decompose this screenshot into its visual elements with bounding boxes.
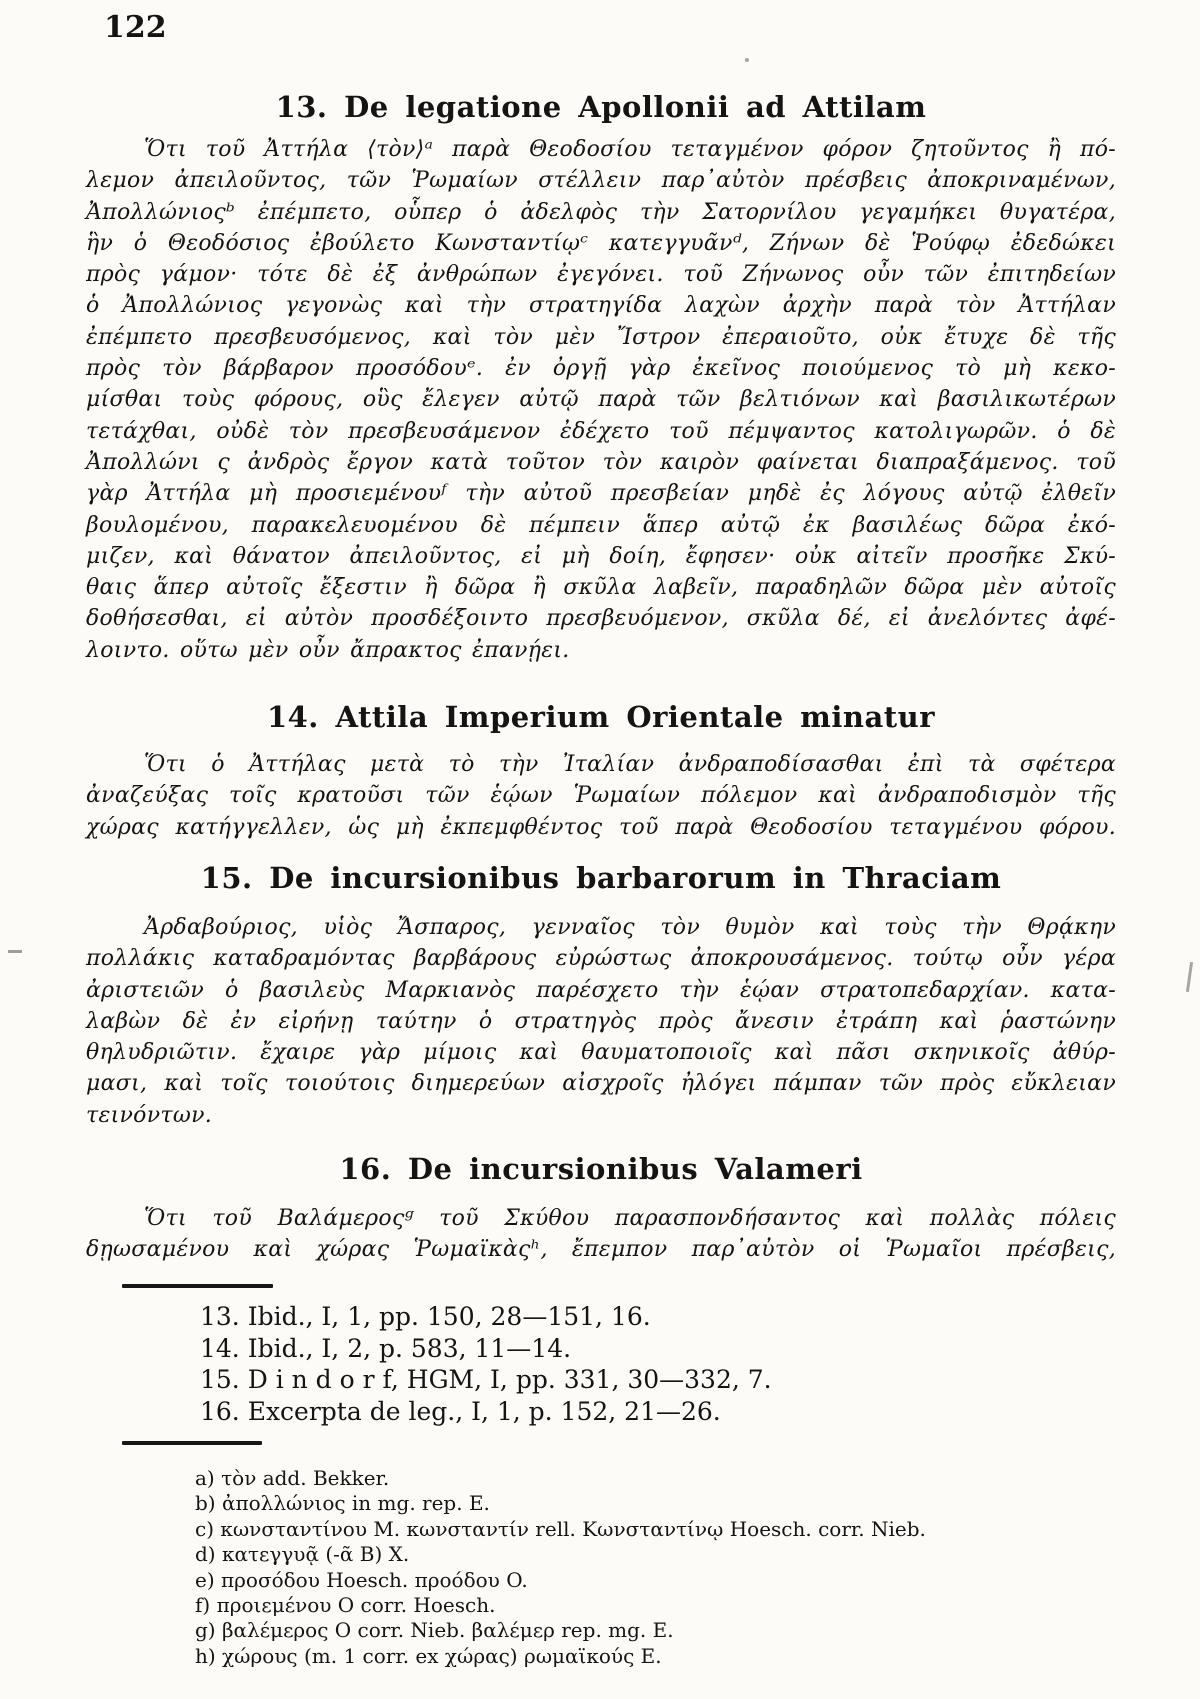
section-heading-14: 14. Attila Imperium Orientale minatur <box>266 700 936 734</box>
greek-text-line: ὁ Ἀπολλώνιος γεγονὼς καὶ τὴν στρατηγίδα λαχὼν ἀρχὴν παρὰ τὸν Ἀττήλαν <box>86 293 1116 319</box>
critical-apparatus-list <box>86 1466 1200 1669</box>
greek-text-line: ἀναζεύξας τοῖς κρατοῦσι τῶν ἑῴων Ῥωμαίων πόλεμον καὶ ἀνδραποδισμὸν τῆς <box>86 783 1116 809</box>
scan-artifact <box>745 58 749 62</box>
apparatus-item: d) κατεγγυᾷ (-ᾶ B) X. <box>195 1542 410 1567</box>
greek-text-line: μίσθαι τοὺς φόρους, οὓς ἔλεγεν αὐτῷ παρὰ τῶν βελτιόνων καὶ βασιλικωτέρων <box>86 387 1116 413</box>
footnote-rule-top <box>122 1284 273 1288</box>
footnote-item: 16. Excerpta de leg., I, 1, p. 152, 21—26. <box>200 1396 721 1426</box>
footnote-rule-bottom <box>122 1441 262 1445</box>
greek-text-line: μιζεν, καὶ θάνατον ἀπειλοῦντος, εἰ μὴ δοίη, ἔφησεν· οὐκ αἰτεῖν προσῆκε Σκύ- <box>86 543 1116 569</box>
greek-text-line: Ἀρδαβούριος, υἱὸς Ἄσπαρος, γενναῖος τὸν θυμὸν καὶ τοὺς τὴν Θρᾴκην <box>144 915 1116 940</box>
apparatus-item: c) κωνσταντίνου M. κωνσταντίν rell. Κωνσταντίνῳ Hoesch. corr. Nieb. <box>195 1516 926 1541</box>
greek-text-line: λοιντο. οὕτω μὲν οὖν ἄπρακτος ἐπανῄει. <box>86 637 570 663</box>
apparatus-item: h) χώρους (m. 1 corr. ex χώρας) ρωμαϊκούς E. <box>195 1643 662 1668</box>
greek-text-line: λαβὼν δὲ ἐν εἰρήνῃ ταύτην ὁ στρατηγὸς πρὸς ἄνεσιν ἐτράπη καὶ ῥαστώνην <box>86 1008 1116 1034</box>
section-heading-15: 15. De incursionibus barbarorum in Thraciam <box>200 861 1002 895</box>
footnote-item: 15. D i n d o r f, HGM, I, pp. 331, 30—332, 7. <box>200 1365 772 1394</box>
footnote-item: 13. Ibid., I, 1, pp. 150, 28—151, 16. <box>200 1302 651 1331</box>
greek-text-line: ἐπέμπετο πρεσβευσόμενος, καὶ τὸν μὲν Ἴστρον ἐπεραιοῦτο, οὐκ ἔτυχε δὲ τῆς <box>86 324 1116 350</box>
greek-text-line: Ἀπολλώνιοςᵇ ἐπέμπετο, οὗπερ ὁ ἀδελφὸς τὴν Σατορνίλου γεγαμήκει θυγατέρα, <box>86 199 1116 225</box>
apparatus-item: a) τὸν add. Bekker. <box>195 1466 390 1490</box>
section-heading-13: 13. De legatione Apollonii ad Attilam <box>275 90 927 124</box>
footnote-item: 14. Ibid., I, 2, p. 583, 11—14. <box>200 1333 572 1363</box>
apparatus-item: g) βαλέμερος O corr. Nieb. βαλέμερ rep. mg. E. <box>195 1618 674 1643</box>
greek-text-line: Ἀπολλώνι ς ἀνδρὸς ἔργον κατὰ τοῦτον τὸν καιρὸν φαίνεται διαπραξάμενος. τοῦ <box>86 449 1116 475</box>
greek-text-line: Ὅτι τοῦ Βαλάμεροςᵍ τοῦ Σκύθου παρασπονδήσαντος καὶ πολλὰς πόλεις <box>144 1206 1116 1231</box>
greek-text-line: βουλομένου, παρακελευομένου δὲ πέμπειν ἅπερ αὐτῷ ἐκ βασιλέως δῶρα ἐκό- <box>86 512 1116 538</box>
apparatus-item: e) προσόδου Hoesch. προόδου O. <box>195 1567 528 1592</box>
greek-text-line: Ὅτι ὁ Ἀττήλας μετὰ τὸ τὴν Ἰταλίαν ἀνδραποδίσασθαι ἐπὶ τὰ σφέτερα <box>144 752 1116 777</box>
greek-text-line: ἣν ὁ Θεοδόσιος ἐβούλετο Κωνσταντίῳᶜ κατεγγυᾶνᵈ, Ζήνων δὲ Ῥούφῳ ἐδεδώκει <box>86 230 1116 256</box>
section-heading-16: 16. De incursionibus Valameri <box>339 1152 863 1186</box>
greek-text-line: δοθήσεσθαι, εἰ αὐτὸν προσδέξοιντο πρεσβευόμενον, σκῦλα δέ, εἰ ἀνελόντες ἀφέ- <box>86 606 1116 632</box>
greek-text-line: πολλάκις καταδραμόντας βαρβάρους εὐρώστως ἀποκρουσάμενος. τούτῳ οὖν γέρα <box>86 946 1116 972</box>
apparatus-item: f) προιεμένου O corr. Hoesch. <box>195 1593 496 1618</box>
footnotes-list <box>86 1301 1200 1427</box>
greek-paragraph-16 <box>86 1203 1116 1266</box>
greek-paragraph-15 <box>86 912 1116 1131</box>
greek-text-line: χώρας κατήγγελλεν, ὡς μὴ ἐκπεμφθέντος τοῦ παρὰ Θεοδοσίου τεταγμένου φόρου. <box>86 814 1116 840</box>
greek-text-line: Ὅτι τοῦ Ἀττήλα ⟨τὸν⟩ᵃ παρὰ Θεοδοσίου τεταγμένον φόρον ζητοῦντος ἢ πό- <box>144 137 1116 162</box>
greek-text-line: γὰρ Ἀττήλα μὴ προσιεμένουᶠ τὴν αὐτοῦ πρεσβείαν μηδὲ ἐς λόγους αὐτῷ ἐλθεῖν <box>86 481 1116 507</box>
greek-text-line: τετάχθαι, οὐδὲ τὸν πρεσβευσάμενον ἐδέχετο τοῦ πέμψαντος κατολιγωρῶν. ὁ δὲ <box>86 418 1116 444</box>
greek-text-line: μασι, καὶ τοῖς τοιούτοις διημερεύων αἰσχροῖς ἠλόγει πάμπαν τῶν πρὸς εὔκλειαν <box>86 1071 1116 1097</box>
greek-text-line: πρὸς τὸν βάρβαρον προσόδουᵉ. ἐν ὀργῇ γὰρ ἐκεῖνος ποιούμενος τὸ μὴ κεκο- <box>86 356 1116 382</box>
greek-text-line: δῃωσαμένου καὶ χώρας Ῥωμαϊκὰςʰ, ἔπεμπον παρ᾽αὐτὸν οἱ Ῥωμαῖοι πρέσβεις, <box>86 1237 1116 1263</box>
scan-artifact <box>1186 962 1193 992</box>
greek-text-line: ἀριστειῶν ὁ βασιλεὺς Μαρκιανὸς παρέσχετο τὴν ἑῴαν στρατοπεδαρχίαν. κατα- <box>86 977 1116 1003</box>
page-number: 122 <box>104 10 167 45</box>
greek-text-line: θηλυδριῶτιν. ἔχαιρε γὰρ μίμοις καὶ θαυματοποιοῖς καὶ πᾶσι σκηνικοῖς ἀθύρ- <box>86 1040 1116 1066</box>
greek-text-line: πρὸς γάμον· τότε δὲ ἐξ ἀνθρώπων ἐγεγόνει. τοῦ Ζήνωνος οὖν τῶν ἐπιτηδείων <box>86 262 1116 288</box>
scan-artifact <box>8 950 22 953</box>
greek-text-line: λεμον ἀπειλοῦντος, τῶν Ῥωμαίων στέλλειν παρ᾽αὐτὸν πρέσβεις ἀποκριναμένων, <box>86 168 1116 194</box>
greek-paragraph-14 <box>86 749 1116 843</box>
apparatus-item: b) ἀπολλώνιος in mg. rep. E. <box>195 1491 490 1516</box>
greek-text-line: θαις ἅπερ αὐτοῖς ἔξεστιν ἢ δῶρα ἢ σκῦλα λαβεῖν, παραδηλῶν δῶρα μὲν αὐτοῖς <box>86 575 1116 601</box>
greek-paragraph-13 <box>86 134 1116 666</box>
greek-text-line: τεινόντων. <box>86 1102 213 1128</box>
